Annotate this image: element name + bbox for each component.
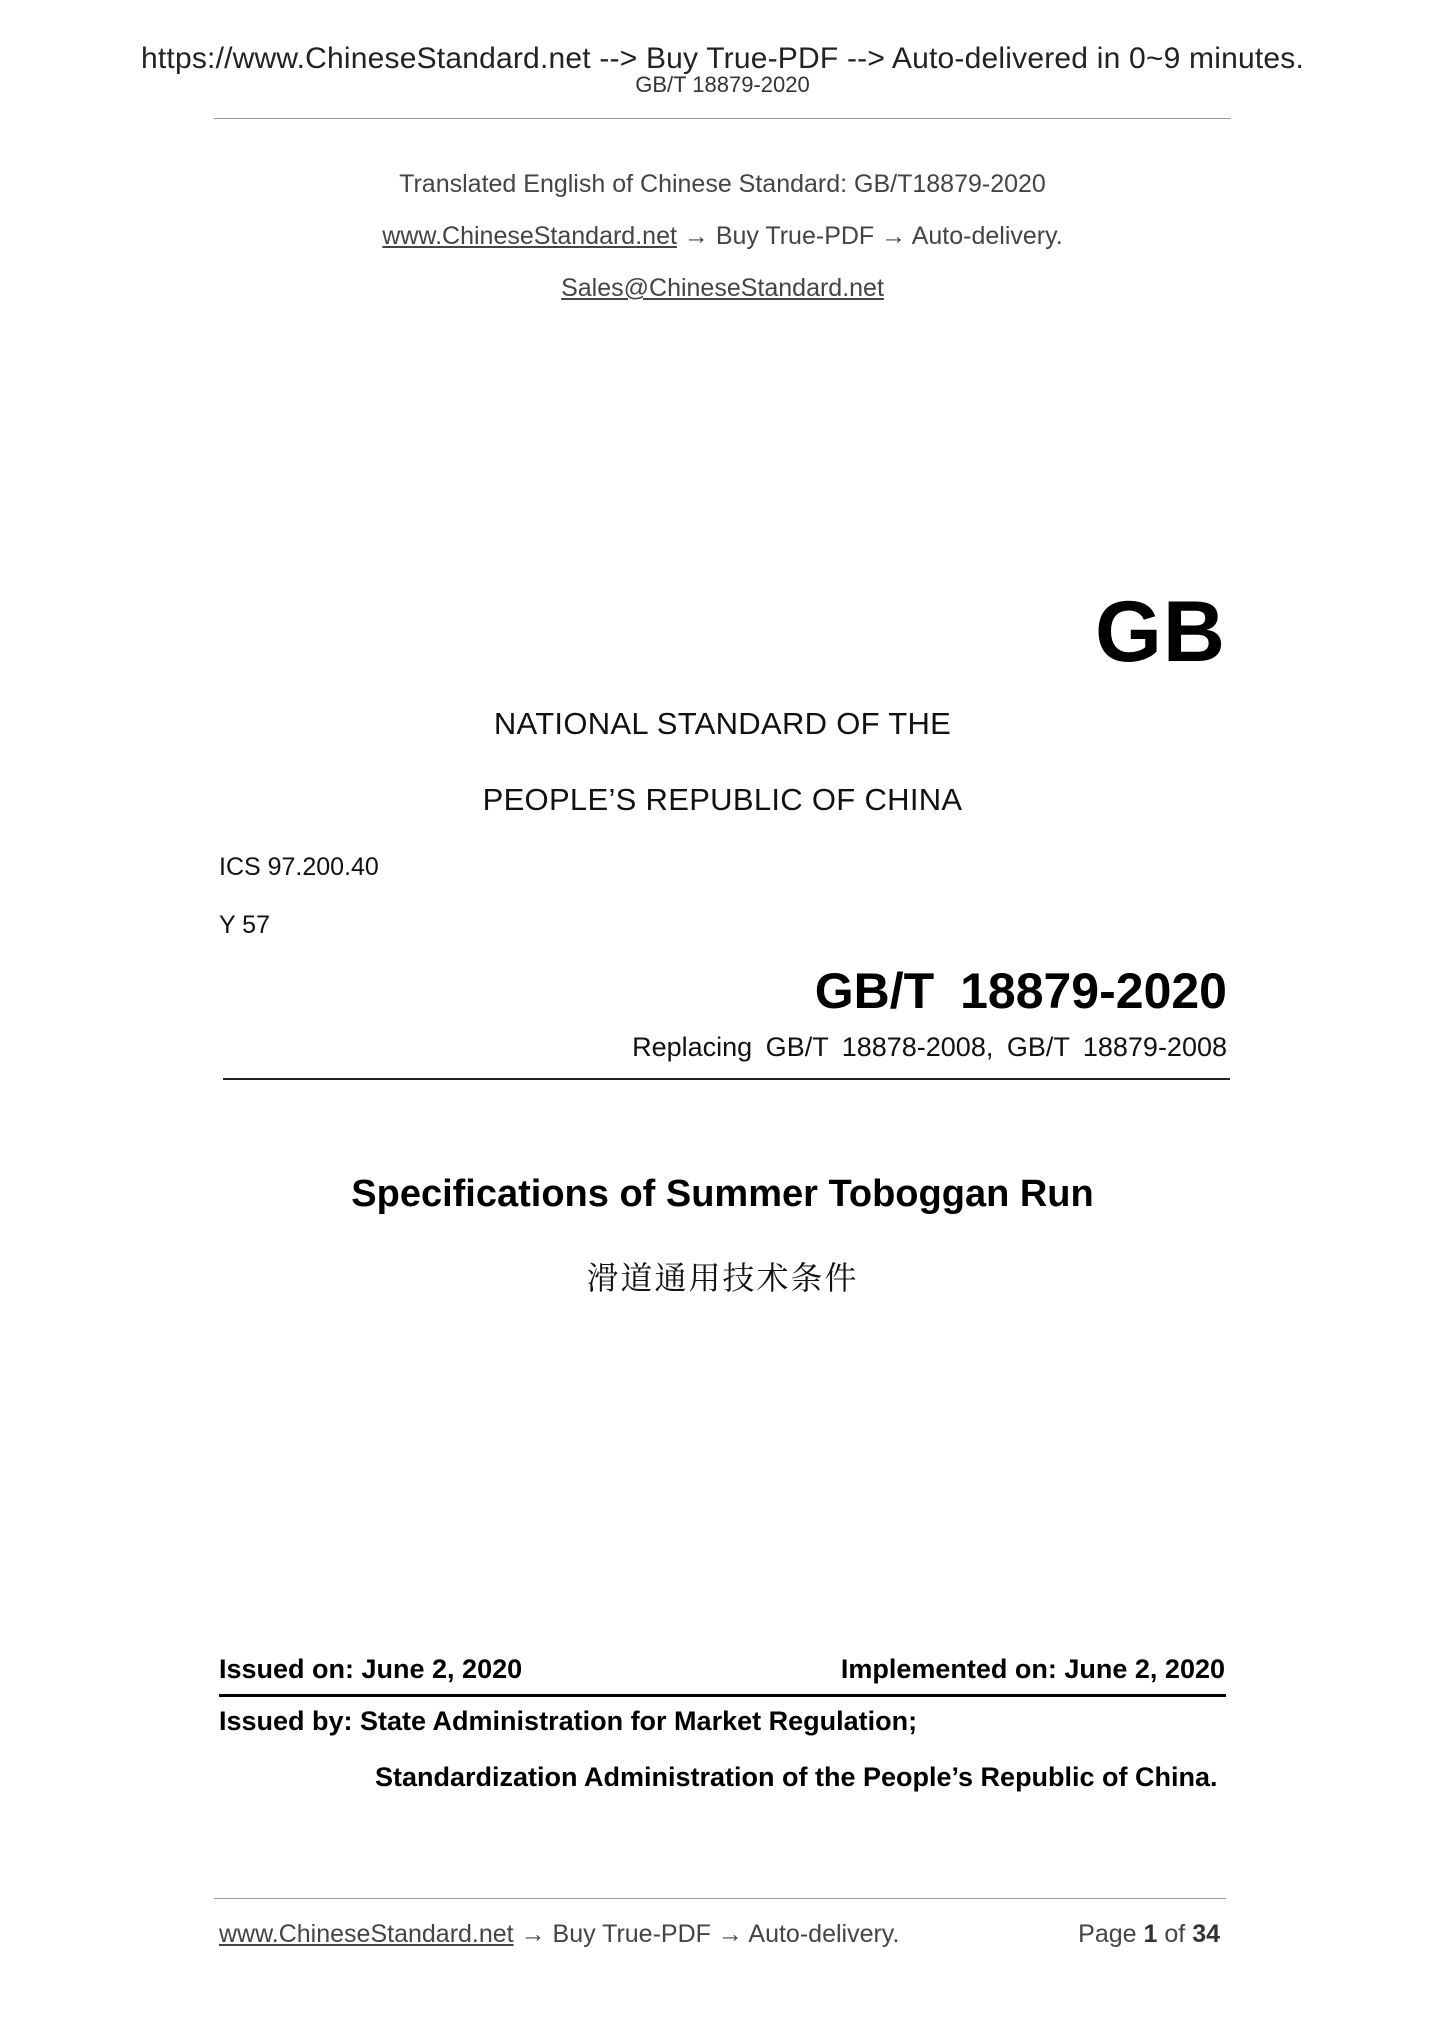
issued-divider	[219, 1694, 1226, 1697]
page-current: 1	[1143, 1920, 1158, 1948]
issued-by-second-authority: Standardization Administration of the People’s Republic of China.	[375, 1762, 1218, 1792]
ics-code: ICS 97.200.40	[219, 853, 379, 881]
translated-line: Translated English of Chinese Standard: GB/T18879-2020	[399, 170, 1046, 198]
ccs-code: Y 57	[219, 911, 270, 939]
running-header-code: GB/T 18879-2020	[635, 72, 810, 97]
national-standard-line-1: NATIONAL STANDARD OF THE	[493, 706, 952, 741]
email-line	[0, 274, 1445, 303]
standard-code: GB/T 18879-2020	[814, 963, 1227, 1019]
email-link[interactable]: Sales@ChineseStandard.net	[561, 274, 884, 302]
issued-on: Issued on: June 2, 2020	[219, 1654, 523, 1684]
document-title-en: Specifications of Summer Toboggan Run	[351, 1173, 1094, 1215]
footer-site-link[interactable]: www.ChineseStandard.net	[219, 1920, 514, 1948]
site-line	[0, 222, 1445, 251]
footer-divider	[214, 1898, 1226, 1899]
page-of: of	[1164, 1920, 1186, 1948]
site-link[interactable]: www.ChineseStandard.net	[382, 222, 677, 250]
footer-site-suffix: → Buy True-PDF → Auto-delivery.	[520, 1920, 900, 1948]
gb-mark: GB	[1095, 584, 1226, 680]
replacing-line: Replacing GB/T 18878-2008, GB/T 18879-2008	[632, 1032, 1227, 1062]
code-divider	[223, 1078, 1230, 1080]
issued-by: Issued by: State Administration for Market Regulation;	[219, 1706, 918, 1736]
page-number	[1078, 1920, 1220, 1949]
page-total: 34	[1192, 1920, 1220, 1948]
footer-site-line	[219, 1920, 899, 1949]
national-standard-line-2: PEOPLE’S REPUBLIC OF CHINA	[482, 782, 963, 817]
document-title-zh: 滑道通用技术条件	[586, 1260, 859, 1296]
site-suffix: → Buy True-PDF → Auto-delivery.	[683, 222, 1063, 250]
page-label: Page	[1078, 1920, 1137, 1948]
implemented-on: Implemented on: June 2, 2020	[840, 1654, 1225, 1684]
top-banner: https://www.ChineseStandard.net --> Buy True-PDF --> Auto-delivered in 0~9 minutes.	[141, 42, 1304, 75]
header-divider	[214, 118, 1231, 119]
